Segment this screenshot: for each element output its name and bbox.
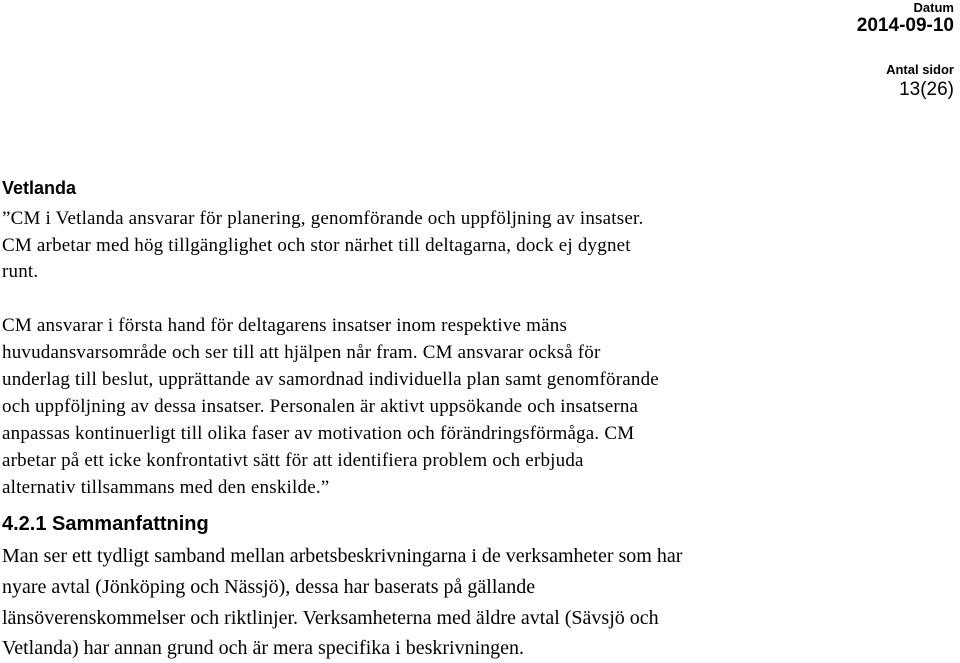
section-heading: Vetlanda: [2, 178, 77, 198]
page-count-label: Antal sidor: [886, 62, 954, 77]
quote-line: och uppföljning av dessa insatser. Personalen är aktivt uppsökande och insatserna: [2, 396, 639, 417]
quote-line: huvudansvarsområde och ser till att hjälpen når fram. CM ansvarar också för: [2, 342, 601, 363]
quote-line: alternativ tillsammans med den enskilde.”: [2, 477, 330, 498]
quote-line: arbetar på ett icke konfrontativt sätt för att identifiera problem och erbjuda: [2, 450, 584, 471]
summary-line: Man ser ett tydligt samband mellan arbetsbeskrivningarna i de verksamheter som har: [2, 545, 683, 567]
quote-line: CM arbetar med hög tillgänglighet och stor närhet till deltagarna, dock ej dygnet: [2, 235, 631, 256]
quote-line: runt.: [2, 261, 39, 282]
summary-line: Vetlanda) har annan grund och är mera specifika i beskrivningen.: [2, 637, 525, 659]
date-label: Datum: [913, 0, 954, 15]
quote-line: anpassas kontinuerligt till olika faser av motivation och förändringsförmåga. CM: [2, 423, 635, 444]
summary-line: nyare avtal (Jönköping och Nässjö), dessa har baserats på gällande: [2, 576, 536, 598]
quote-line: CM ansvarar i första hand för deltagarens insatser inom respektive mäns: [2, 315, 568, 336]
quote-line: ”CM i Vetlanda ansvarar för planering, genomförande och uppföljning av insatser.: [2, 208, 644, 229]
summary-line: länsöverenskommelser och riktlinjer. Verksamheterna med äldre avtal (Sävsjö och: [2, 607, 659, 629]
page-count-value: 13(26): [899, 79, 954, 100]
subsection-heading: 4.2.1 Sammanfattning: [2, 513, 209, 535]
date-value: 2014-09-10: [856, 15, 954, 36]
quote-line: underlag till beslut, upprättande av samordnad individuella plan samt genomförande: [2, 369, 659, 390]
